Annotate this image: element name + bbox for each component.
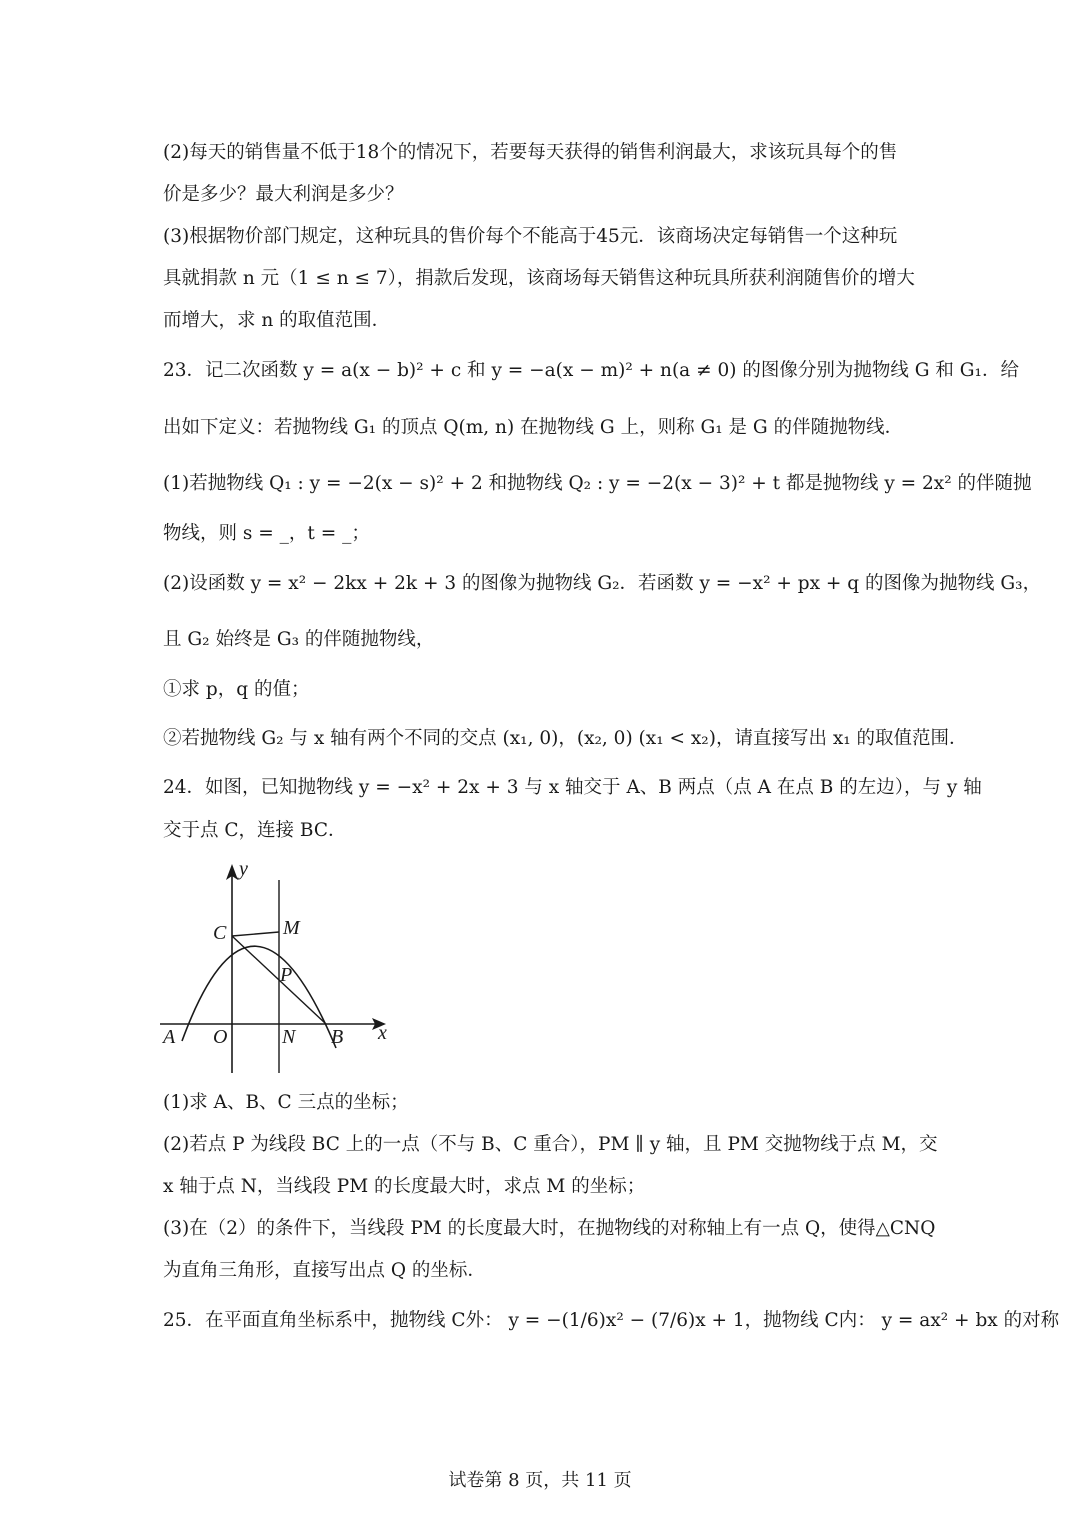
- problem-24-part1: (1)求 A、B、C 三点的坐标；: [163, 1092, 409, 1113]
- problem-23-subpart1: ①求 p，q 的值；: [163, 679, 310, 700]
- label-c: C: [213, 922, 227, 944]
- problem-23-part1-line-2: 物线，则 s = _，t = _；: [163, 523, 370, 544]
- label-n: N: [282, 1026, 296, 1048]
- page-footer: 试卷第 8 页，共 11 页: [448, 1470, 632, 1491]
- segment-cm: [232, 932, 279, 936]
- label-m: M: [283, 917, 300, 939]
- label-o: O: [213, 1026, 228, 1048]
- problem-24-line-1: 24．如图，已知抛物线 y = −x² + 2x + 3 与 x 轴交于 A、B 两点（点 A 在点 B 的左边），与 y 轴: [163, 777, 982, 798]
- problem-25-line-1: 25．在平面直角坐标系中，抛物线 C外： y = −(1/6)x² − (7/6)x + 1，抛物线 C内： y = ax² + bx 的对称: [163, 1310, 1060, 1331]
- label-a: A: [163, 1026, 176, 1048]
- problem-24-line-2: 交于点 C，连接 BC．: [163, 820, 347, 841]
- problem-23-part2-line-1: (2)设函数 y = x² − 2kx + 2k + 3 的图像为抛物线 G₂．若函数 y = −x² + px + q 的图像为抛物线 G₃，: [163, 573, 1042, 594]
- problem-24-part2-line-1: (2)若点 P 为线段 BC 上的一点（不与 B、C 重合），PM ∥ y 轴，且 PM 交抛物线于点 M，交: [163, 1134, 938, 1155]
- problem-23-part2-line-2: 且 G₂ 始终是 G₃ 的伴随抛物线，: [163, 629, 435, 650]
- problem-24-part2-line-2: x 轴于点 N，当线段 PM 的长度最大时，求点 M 的坐标；: [163, 1176, 646, 1197]
- problem-23-line-2: 出如下定义：若抛物线 G₁ 的顶点 Q(m, n) 在抛物线 G 上，则称 G₁ 是 G 的伴随抛物线．: [163, 417, 904, 438]
- parabola-figure: [160, 858, 400, 1078]
- text-line-5: 而增大，求 n 的取值范围．: [163, 310, 391, 331]
- problem-23-line-1: 23．记二次函数 y = a(x − b)² + c 和 y = −a(x − m)² + n(a ≠ 0) 的图像分别为抛物线 G 和 G₁．给: [163, 360, 1019, 381]
- text-line-2: 价是多少？最大利润是多少？: [163, 184, 404, 205]
- problem-24-part3-line-2: 为直角三角形，直接写出点 Q 的坐标．: [163, 1260, 486, 1281]
- label-x: x: [378, 1022, 387, 1044]
- problem-23-subpart2: ②若抛物线 G₂ 与 x 轴有两个不同的交点 (x₁, 0)，(x₂, 0) (x₁ < x₂)，请直接写出 x₁ 的取值范围．: [163, 728, 968, 749]
- text-line-3: (3)根据物价部门规定，这种玩具的售价每个不能高于45元．该商场决定每销售一个这种玩: [163, 226, 898, 247]
- problem-23-part1-line-1: (1)若抛物线 Q₁ : y = −2(x − s)² + 2 和抛物线 Q₂ : y = −2(x − 3)² + t 都是抛物线 y = 2x² 的伴随抛: [163, 473, 1032, 494]
- label-p: P: [280, 964, 293, 986]
- label-y: y: [239, 858, 248, 880]
- problem-24-part3-line-1: (3)在（2）的条件下，当线段 PM 的长度最大时，在抛物线的对称轴上有一点 Q，使得△CNQ: [163, 1218, 936, 1239]
- text-line-1: (2)每天的销售量不低于18个的情况下，若要每天获得的销售利润最大，求该玩具每个的售: [163, 142, 898, 163]
- label-b: B: [331, 1026, 344, 1048]
- text-line-4: 具就捐款 n 元（1 ≤ n ≤ 7），捐款后发现，该商场每天销售这种玩具所获利润随售价的增大: [163, 268, 915, 289]
